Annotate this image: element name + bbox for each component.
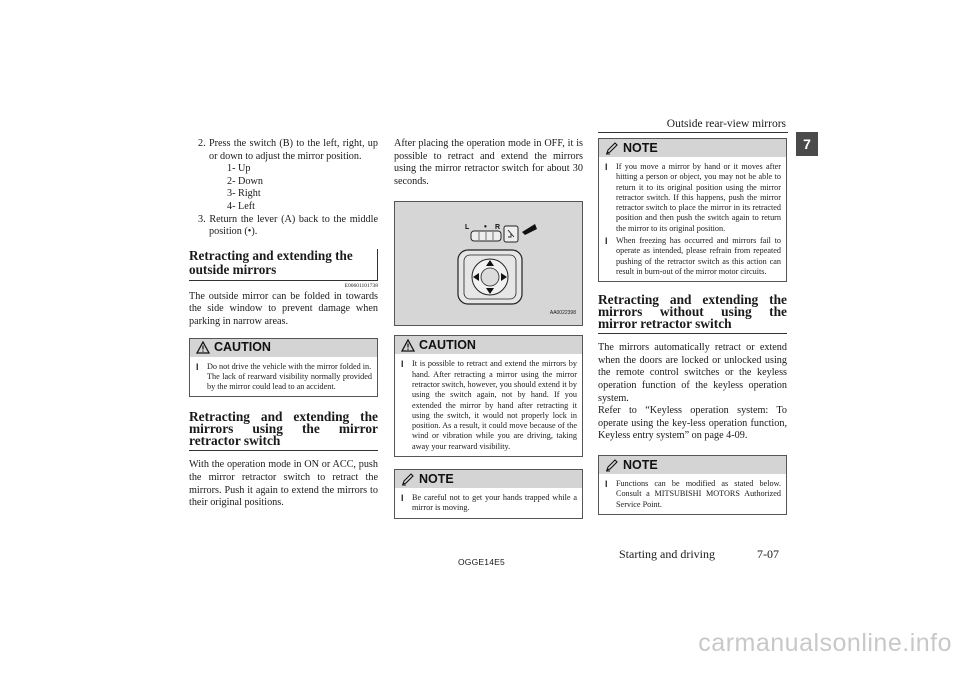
header-rule — [598, 132, 788, 133]
note-item-1 — [599, 157, 786, 234]
note-pen-icon — [605, 142, 619, 155]
column-right — [598, 138, 787, 515]
direction-right: 3- Right — [227, 188, 261, 200]
bullet-icon: l — [605, 236, 608, 247]
caution-item-2 — [395, 354, 582, 452]
caution-label-2: CAUTION — [419, 338, 476, 353]
note-text: Be careful not to get your hands trapped while a mirror is moving. — [412, 493, 577, 513]
direction-down: 2- Down — [227, 175, 263, 187]
caution-box-2 — [394, 335, 583, 457]
section-title-retractor-switch: Retracting and extending the mirrors using the mirror retractor switch — [189, 411, 378, 451]
step-2: 2. Press the switch (B) to the left, right, up or down to adjust the mirror position. — [198, 138, 378, 162]
section-body-retracting: The outside mirror can be folded in towards the side window to prevent damage when parking in narrow areas. — [189, 290, 378, 327]
note-header — [395, 470, 582, 488]
caution-label: CAUTION — [214, 340, 271, 355]
caution-header-2 — [395, 336, 582, 354]
section-body-without-switch: The mirrors automatically retract or extend when the doors are locked or unlocked using the remote control switches or the keyless operation function of the keyless operation system. — [598, 342, 787, 404]
watermark: carmanualsonline.info — [698, 629, 952, 657]
switch-label-left: L — [465, 224, 470, 232]
switch-label-dot: • — [484, 222, 487, 232]
note-box — [394, 469, 583, 519]
note-text-3: Functions can be modified as stated below. Consult a MITSUBISHI MOTORS Authorized Service Point. — [616, 479, 781, 509]
caution-text: Do not drive the vehicle with the mirror folded in. The lack of rearward visibility normally provided by the mirror could lead to an accident. — [207, 361, 372, 392]
section-title-retracting: Retracting and extending the outside mirrors — [189, 249, 378, 281]
step-3: 3. Return the lever (A) back to the middle position (•). — [198, 213, 378, 238]
body-operation-off: After placing the operation mode in OFF, it is possible to retract and extend the mirrors using the mirror retractor switch for about 30 seconds. — [394, 138, 583, 187]
note-item-3 — [599, 474, 786, 510]
warning-triangle-icon — [401, 339, 415, 352]
note-label: NOTE — [419, 471, 454, 486]
note-item — [395, 488, 582, 514]
switch-label-right: R — [495, 224, 501, 232]
footer-section-name: Starting and driving — [619, 547, 715, 561]
column-middle — [394, 138, 583, 519]
direction-up: 1- Up — [227, 163, 251, 175]
section-title-without-switch: Retracting and extending the mirrors without using the mirror retractor switch — [598, 294, 787, 334]
illustration-code: AA0022398 — [549, 309, 576, 316]
bullet-icon: l — [401, 493, 404, 504]
direction-left: 4- Left — [227, 200, 256, 212]
footer-page-number: 7-07 — [757, 547, 779, 561]
caution-box — [189, 338, 378, 398]
bullet-icon: l — [401, 359, 404, 370]
caution-text-2: It is possible to retract and extend the mirrors by hand. After retracting a mirror using the mirror retractor switch, however, you should extend it by using the switch again, not by hand. If you extended the mirror by hand after retracting it using the switch, it would not properly lock in position. As a result, it could move because of the wind or vibration while you are driving, taking away your rearward visibility. — [412, 359, 577, 451]
mirror-switch-illustration — [394, 201, 583, 326]
note-header-2 — [599, 139, 786, 157]
column-left — [189, 138, 378, 512]
bullet-icon: l — [605, 162, 608, 172]
note-item-2 — [599, 234, 786, 277]
bullet-icon: l — [196, 361, 199, 372]
page-header-title: Outside rear-view mirrors — [666, 118, 786, 130]
note-pen-icon — [605, 459, 619, 472]
section-body-retractor-switch: With the operation mode in ON or ACC, push the mirror retractor switch to retract the mirrors. Push it again to extend the mirrors to their original positions. — [189, 459, 378, 509]
note-text-1: If you move a mirror by hand or it moves after hitting a person or object, you may not be able to return it to its original position using the mirror retractor switch. If this happens, push the mirror retractor switch to place the mirror in its retracted position and then push the switch again to return the mirror to its original position. — [616, 162, 781, 233]
note-pen-icon — [401, 473, 415, 486]
section-reference: Refer to “Keyless operation system: To operate using the key-less operation function, Keyless entry system” on page 4-09. — [598, 405, 787, 442]
note-box-2 — [598, 138, 787, 282]
caution-item — [190, 357, 377, 393]
note-label-3: NOTE — [623, 457, 658, 472]
footer-doc-code: OGGE14E5 — [458, 557, 505, 567]
caution-header — [190, 339, 377, 357]
warning-triangle-icon — [196, 341, 210, 354]
note-header-3 — [599, 456, 786, 474]
note-text-2: When freezing has occurred and mirrors fail to operate as intended, please refrain from repeated pushing of the retractor switch as this action can result in burn-out of the mirror motor circuits. — [616, 236, 781, 276]
bullet-icon: l — [605, 479, 608, 490]
chapter-tab: 7 — [796, 132, 818, 156]
note-label-2: NOTE — [623, 140, 658, 155]
section-code: E00601101738 — [344, 282, 378, 289]
note-box-3 — [598, 455, 787, 515]
